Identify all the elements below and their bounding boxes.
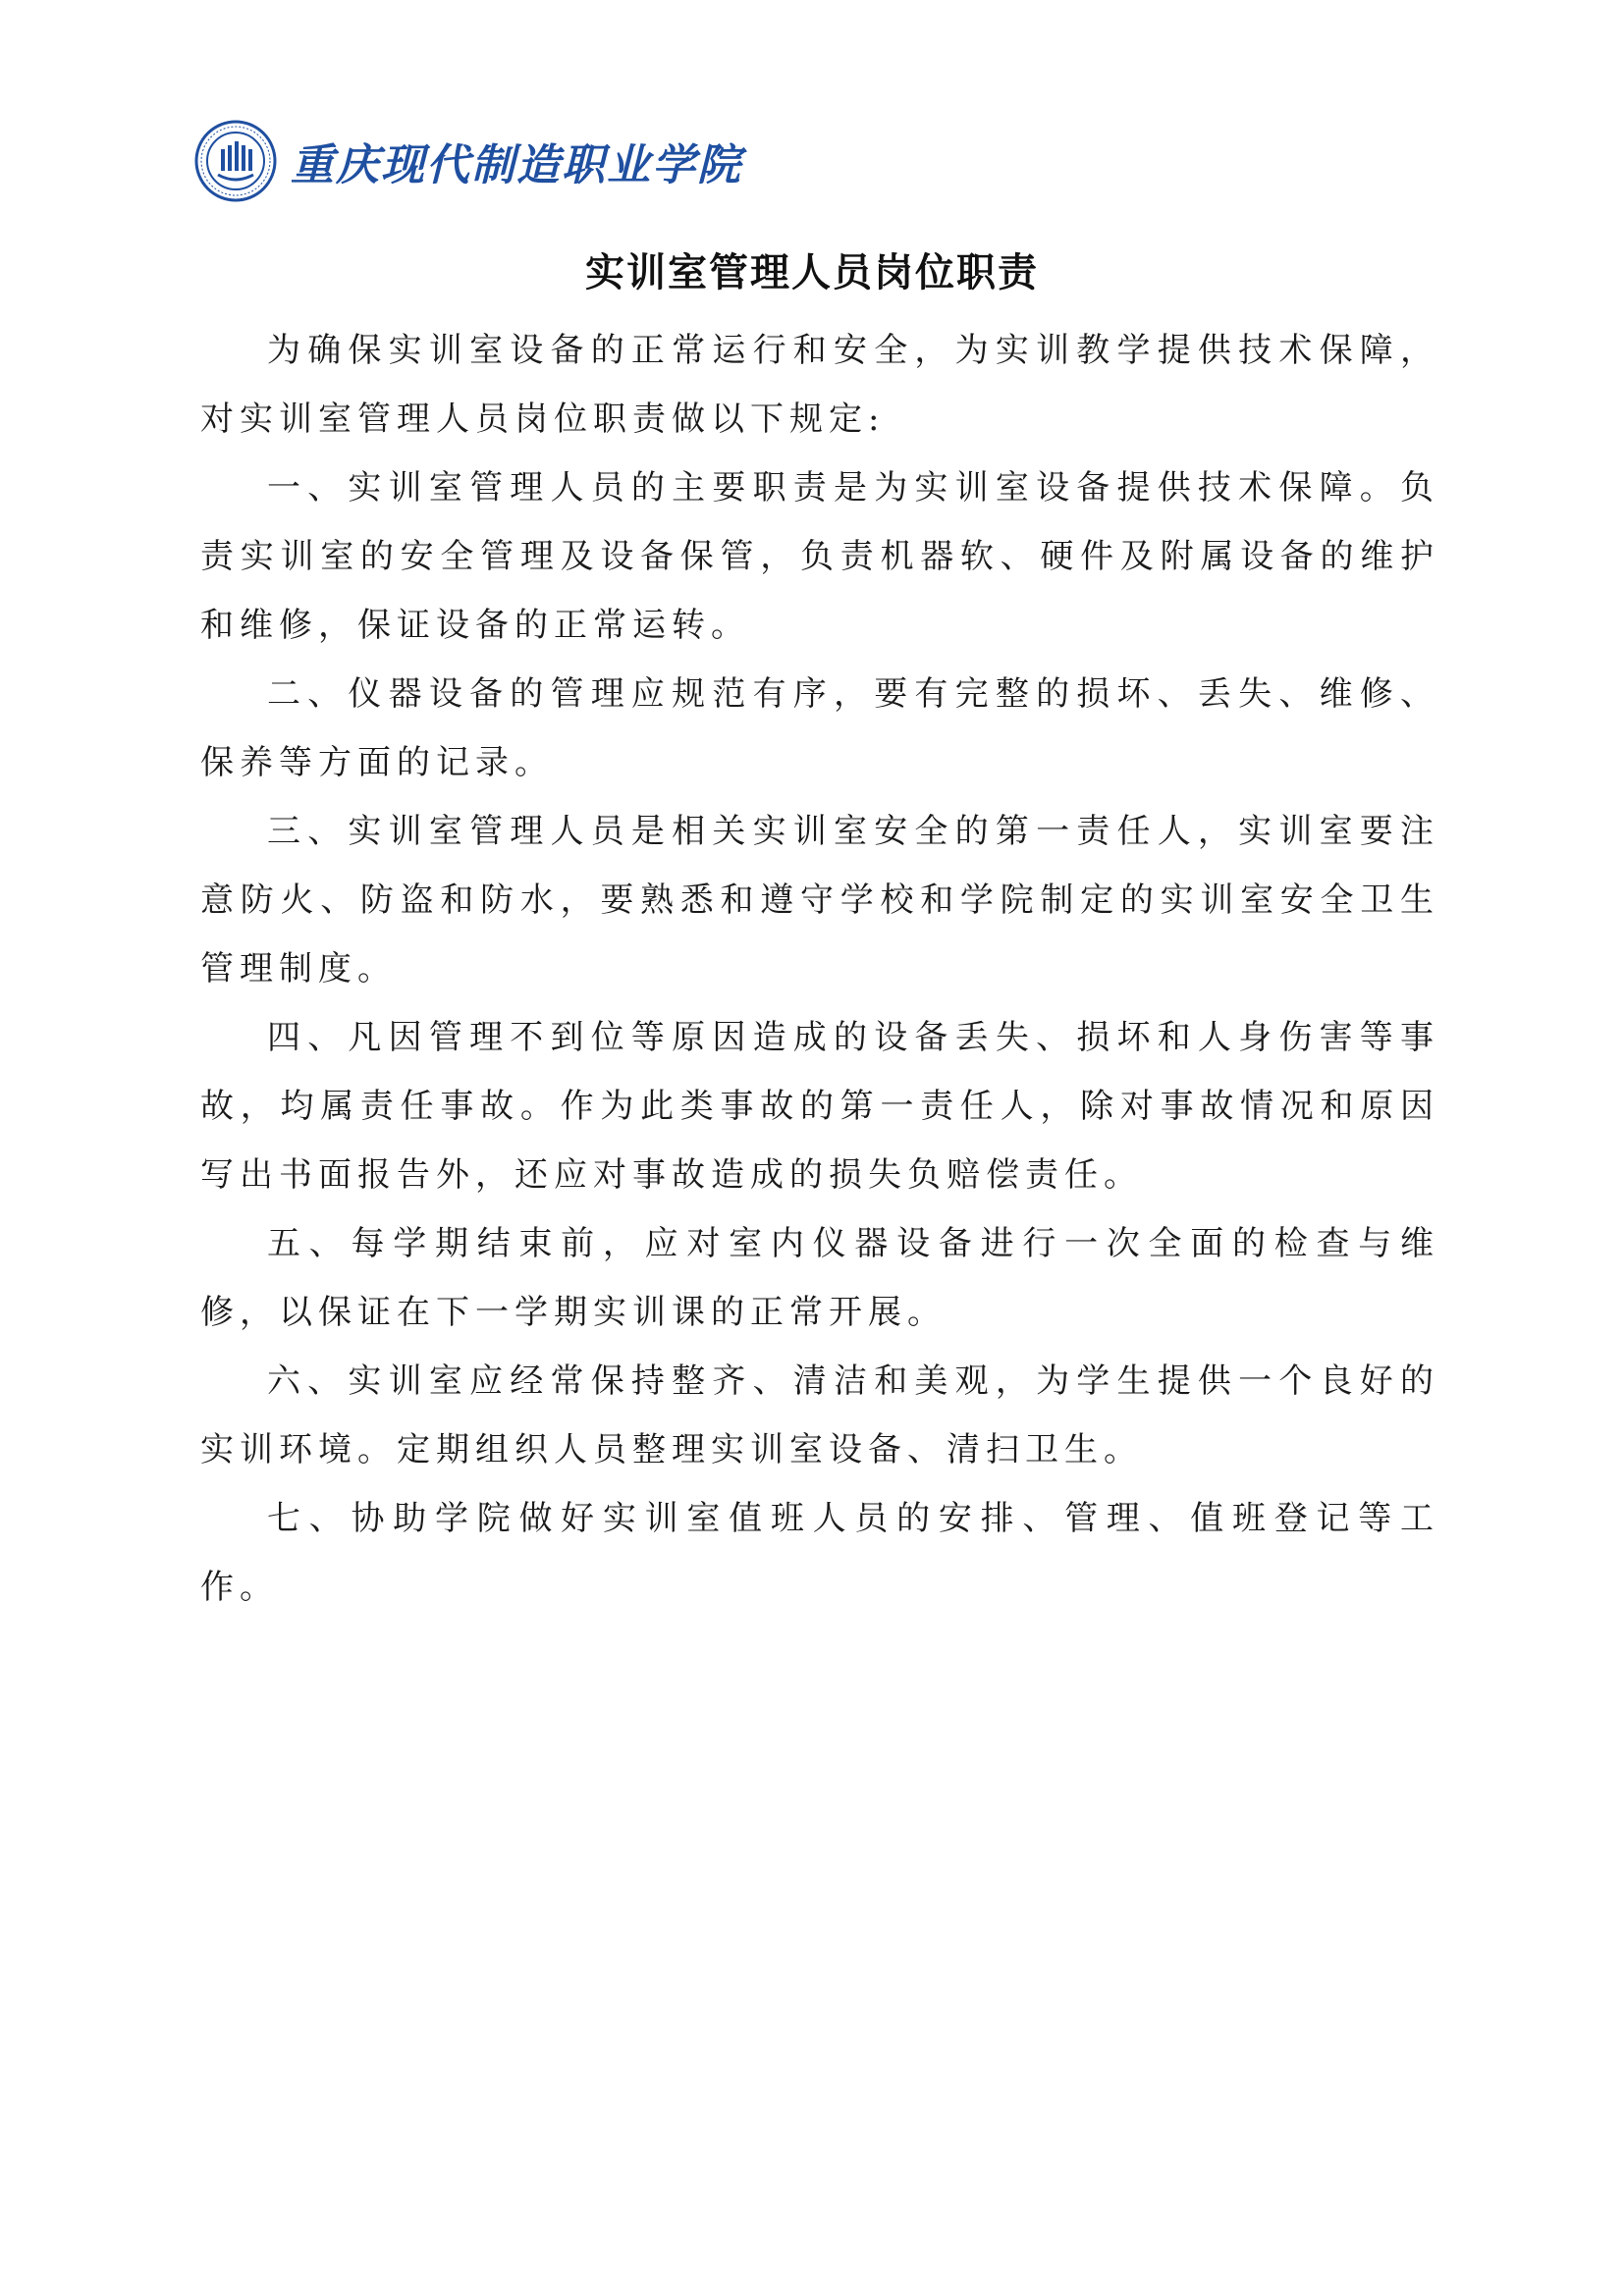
letterhead xyxy=(194,118,742,204)
clause-6: 六、实训室应经常保持整齐、清洁和美观，为学生提供一个良好的实训环境。定期组织人员整理实训室设备、清扫卫生。 xyxy=(200,1362,1439,1469)
school-name: 重庆现代制造职业学院 xyxy=(291,140,742,190)
clause-2: 二、仪器设备的管理应规范有序，要有完整的损坏、丢失、维修、保养等方面的记录。 xyxy=(200,674,1439,782)
document-title: 实训室管理人员岗位职责 xyxy=(585,249,1039,295)
clause-4: 四、凡因管理不到位等原因造成的设备丢失、损坏和人身伤害等事故，均属责任事故。作为此类事故的第一责任人，除对事故情况和原因写出书面报告外，还应对事故造成的损失负赔偿责任。 xyxy=(200,1018,1439,1195)
document-body xyxy=(200,316,1439,1622)
clause-3: 三、实训室管理人员是相关实训室安全的第一责任人，实训室要注意防火、防盗和防水，要熟悉和遵守学校和学院制定的实训室安全卫生管理制度。 xyxy=(200,812,1439,988)
clause-1: 一、实训室管理人员的主要职责是为实训室设备提供技术保障。负责实训室的安全管理及设备保管，负责机器软、硬件及附属设备的维护和维修，保证设备的正常运转。 xyxy=(200,468,1439,645)
intro-paragraph: 为确保实训室设备的正常运行和安全，为实训教学提供技术保障，对实训室管理人员岗位职责做以下规定: xyxy=(200,331,1439,439)
clause-7: 七、协助学院做好实训室值班人员的安排、管理、值班登记等工作。 xyxy=(200,1499,1439,1607)
clause-5: 五、每学期结束前，应对室内仪器设备进行一次全面的检查与维修，以保证在下一学期实训课的正常开展。 xyxy=(200,1224,1439,1332)
school-seal-icon xyxy=(194,120,277,202)
